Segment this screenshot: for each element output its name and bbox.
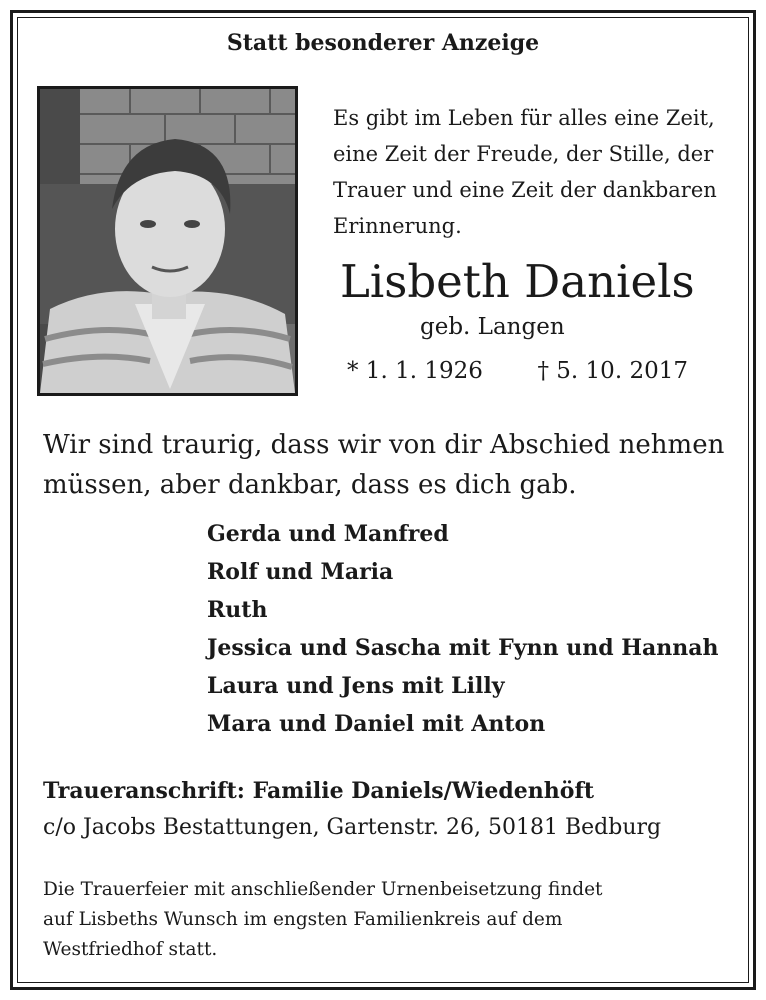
ceremony-text	[43, 875, 723, 965]
poem-line: Trauer und eine Zeit der dankbaren	[333, 178, 717, 202]
maiden-name: geb. Langen	[420, 314, 565, 340]
poem-line: Es gibt im Leben für alles eine Zeit,	[333, 106, 715, 130]
farewell-line: Wir sind traurig, dass wir von dir Abschied nehmen	[43, 430, 725, 460]
ceremony-line: Die Trauerfeier mit anschließender Urnenbeisetzung findet	[43, 879, 603, 900]
family-member: Ruth	[207, 597, 268, 623]
life-dates	[347, 358, 688, 384]
farewell-line: müssen, aber dankbar, dass es dich gab.	[43, 470, 577, 500]
poem-text	[333, 100, 717, 244]
notice-header: Statt besonderer Anzeige	[226, 30, 540, 56]
portrait-photo	[37, 86, 298, 396]
family-member: Mara und Daniel mit Anton	[207, 711, 546, 737]
family-member: Gerda und Manfred	[207, 521, 449, 547]
mourning-address: c/o Jacobs Bestattungen, Gartenstr. 26, 50181 Bedburg	[43, 815, 662, 840]
ceremony-line: Westfriedhof statt.	[43, 939, 218, 960]
ceremony-line: auf Lisbeths Wunsch im engsten Familienkreis auf dem	[43, 909, 563, 930]
portrait-illustration	[40, 89, 295, 393]
family-member: Laura und Jens mit Lilly	[207, 673, 505, 699]
mourning-address-label: Traueranschrift: Familie Daniels/Wiedenhöft	[43, 778, 595, 804]
poem-line: Erinnerung.	[333, 214, 462, 238]
family-list	[207, 515, 719, 743]
farewell-text	[43, 425, 724, 505]
birth-date: * 1. 1. 1926	[347, 358, 483, 384]
family-member: Jessica und Sascha mit Fynn und Hannah	[207, 635, 719, 661]
death-date: † 5. 10. 2017	[537, 358, 688, 384]
deceased-name: Lisbeth Daniels	[340, 255, 695, 308]
poem-line: eine Zeit der Freude, der Stille, der	[333, 142, 714, 166]
family-member: Rolf und Maria	[207, 559, 394, 585]
